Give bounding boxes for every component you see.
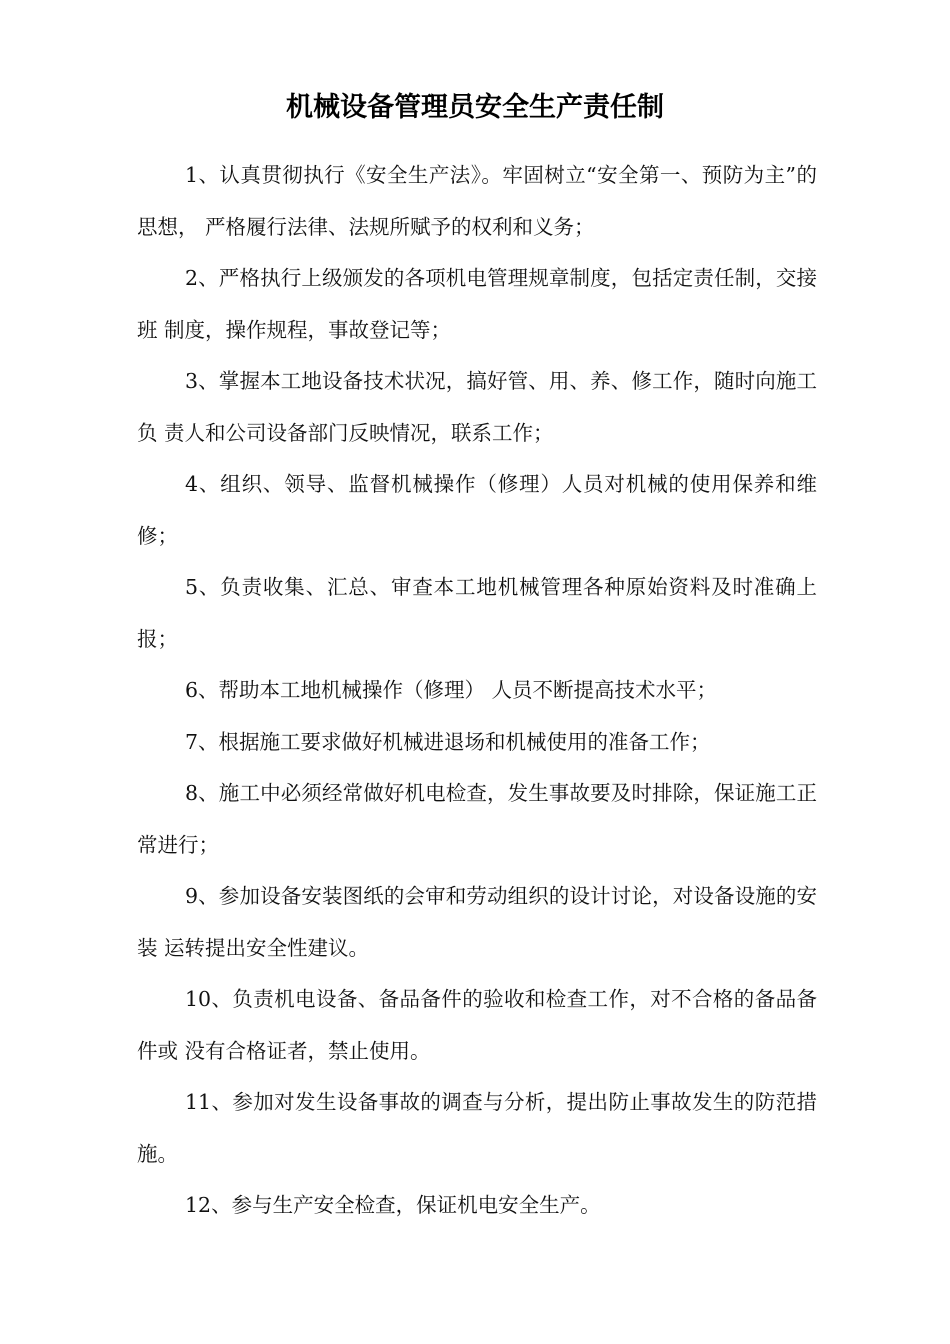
list-item: 7、根据施工要求做好机械进退场和机械使用的准备工作； [185, 729, 711, 754]
list-item: 2、严格执行上级颁发的各项机电管理规章制度，包括定责任制，交接班 制度，操作规程，事故登记等； [137, 266, 817, 342]
list-item: 5、负责收集、汇总、审查本工地机械管理各种原始资料及时准确上报； [137, 575, 817, 651]
list-item: 10、负责机电设备、备品备件的验收和检查工作，对不合格的备品备件或 没有合格证者，禁止使用。 [137, 987, 817, 1063]
list-item: 3、掌握本工地设备技术状况，搞好管、用、养、修工作，随时向施工负 责人和公司设备部门反映情况，联系工作； [137, 369, 817, 445]
list-item: 11、参加对发生设备事故的调查与分析，提出防止事故发生的防范措施。 [137, 1090, 817, 1166]
list-item: 6、帮助本工地机械操作（修理） 人员不断提高技术水平； [185, 678, 718, 702]
list-item: 9、参加设备安装图纸的会审和劳动组织的设计讨论，对设备设施的安装 运转提出安全性建议。 [137, 884, 817, 960]
document-title: 机械设备管理员安全生产责任制 [286, 92, 664, 123]
list-item: 1、认真贯彻执行《安全生产法》。牢固树立“安全第一、预防为主”的思想， 严格履行法律、法规所赋予的权利和义务； [137, 163, 817, 239]
list-item: 4、组织、领导、监督机械操作（修理）人员对机械的使用保养和维修； [137, 472, 817, 548]
list-item: 8、施工中必须经常做好机电检查，发生事故要及时排除，保证施工正常进行； [137, 781, 817, 857]
responsibility-list [137, 150, 817, 1232]
list-item: 12、参与生产安全检查，保证机电安全生产。 [185, 1193, 601, 1217]
